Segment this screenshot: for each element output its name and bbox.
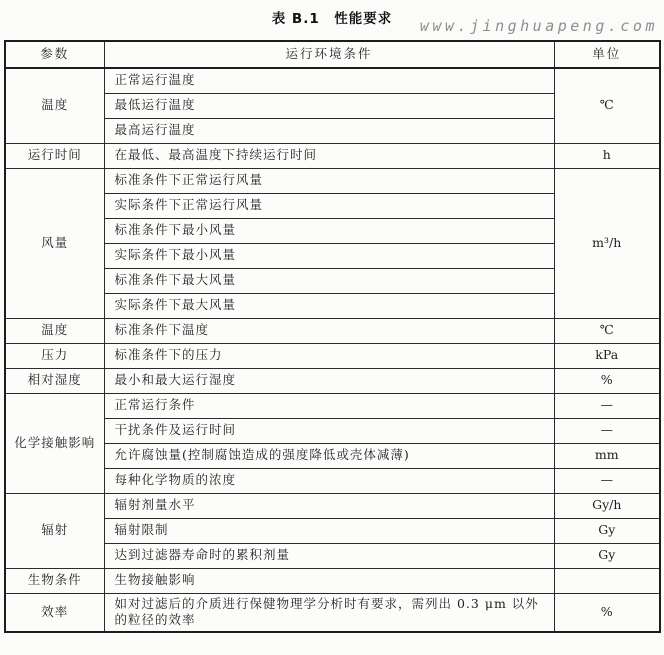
header-param: 参数	[5, 41, 104, 68]
unit-cell: —	[554, 468, 660, 493]
condition-cell: 标准条件下的压力	[104, 343, 554, 368]
condition-cell: 最高运行温度	[104, 118, 554, 143]
table-row	[5, 418, 660, 443]
condition-cell: 最低运行温度	[104, 93, 554, 118]
table-row	[5, 493, 660, 518]
header-condition: 运行环境条件	[104, 41, 554, 68]
condition-cell: 最小和最大运行湿度	[104, 368, 554, 393]
table-row	[5, 318, 660, 343]
unit-cell: kPa	[554, 343, 660, 368]
condition-cell: 正常运行温度	[104, 68, 554, 93]
param-cell: 相对湿度	[5, 368, 104, 393]
condition-cell: 标准条件下最小风量	[104, 218, 554, 243]
condition-cell: 标准条件下最大风量	[104, 268, 554, 293]
condition-cell: 在最低、最高温度下持续运行时间	[104, 143, 554, 168]
condition-cell: 实际条件下正常运行风量	[104, 193, 554, 218]
condition-cell: 实际条件下最小风量	[104, 243, 554, 268]
table-row	[5, 393, 660, 418]
table-row	[5, 368, 660, 393]
header-unit: 单位	[554, 41, 660, 68]
unit-cell: %	[554, 593, 660, 632]
watermark-text: www.jinghuapeng.com	[419, 17, 658, 35]
condition-cell: 正常运行条件	[104, 393, 554, 418]
condition-cell: 辐射剂量水平	[104, 493, 554, 518]
unit-cell: Gy	[554, 518, 660, 543]
unit-cell: ℃	[554, 68, 660, 143]
param-cell: 效率	[5, 593, 104, 632]
param-cell: 温度	[5, 318, 104, 343]
param-cell: 生物条件	[5, 568, 104, 593]
table-row	[5, 593, 660, 632]
condition-cell: 如对过滤后的介质进行保健物理学分析时有要求，需列出 0.3 μm 以外的粒径的效率	[104, 593, 554, 632]
condition-cell: 干扰条件及运行时间	[104, 418, 554, 443]
unit-cell: h	[554, 143, 660, 168]
param-cell: 化学接触影响	[5, 393, 104, 493]
condition-cell: 每种化学物质的浓度	[104, 468, 554, 493]
param-cell: 温度	[5, 68, 104, 143]
condition-cell: 辐射限制	[104, 518, 554, 543]
table-row	[5, 518, 660, 543]
condition-cell: 标准条件下正常运行风量	[104, 168, 554, 193]
condition-cell: 达到过滤器寿命时的累积剂量	[104, 543, 554, 568]
header-row	[5, 41, 660, 68]
table-row	[5, 68, 660, 93]
unit-cell: Gy/h	[554, 493, 660, 518]
table-row	[5, 343, 660, 368]
param-cell: 运行时间	[5, 143, 104, 168]
condition-cell: 实际条件下最大风量	[104, 293, 554, 318]
condition-cell: 生物接触影响	[104, 568, 554, 593]
table-row	[5, 443, 660, 468]
table-row	[5, 468, 660, 493]
table-row	[5, 143, 660, 168]
param-cell: 辐射	[5, 493, 104, 568]
unit-cell: ℃	[554, 318, 660, 343]
condition-cell: 标准条件下温度	[104, 318, 554, 343]
unit-cell: —	[554, 393, 660, 418]
unit-cell: mm	[554, 443, 660, 468]
unit-cell: —	[554, 418, 660, 443]
condition-cell: 允许腐蚀量(控制腐蚀造成的强度降低或壳体减薄)	[104, 443, 554, 468]
param-cell: 风量	[5, 168, 104, 318]
param-cell: 压力	[5, 343, 104, 368]
page-title: 表 B.1 性能要求	[271, 11, 393, 27]
table-row	[5, 568, 660, 593]
unit-cell: Gy	[554, 543, 660, 568]
unit-cell: %	[554, 368, 660, 393]
unit-cell	[554, 568, 660, 593]
table-row	[5, 543, 660, 568]
unit-cell: m³/h	[554, 168, 660, 318]
performance-table	[4, 40, 661, 633]
table-row	[5, 168, 660, 193]
